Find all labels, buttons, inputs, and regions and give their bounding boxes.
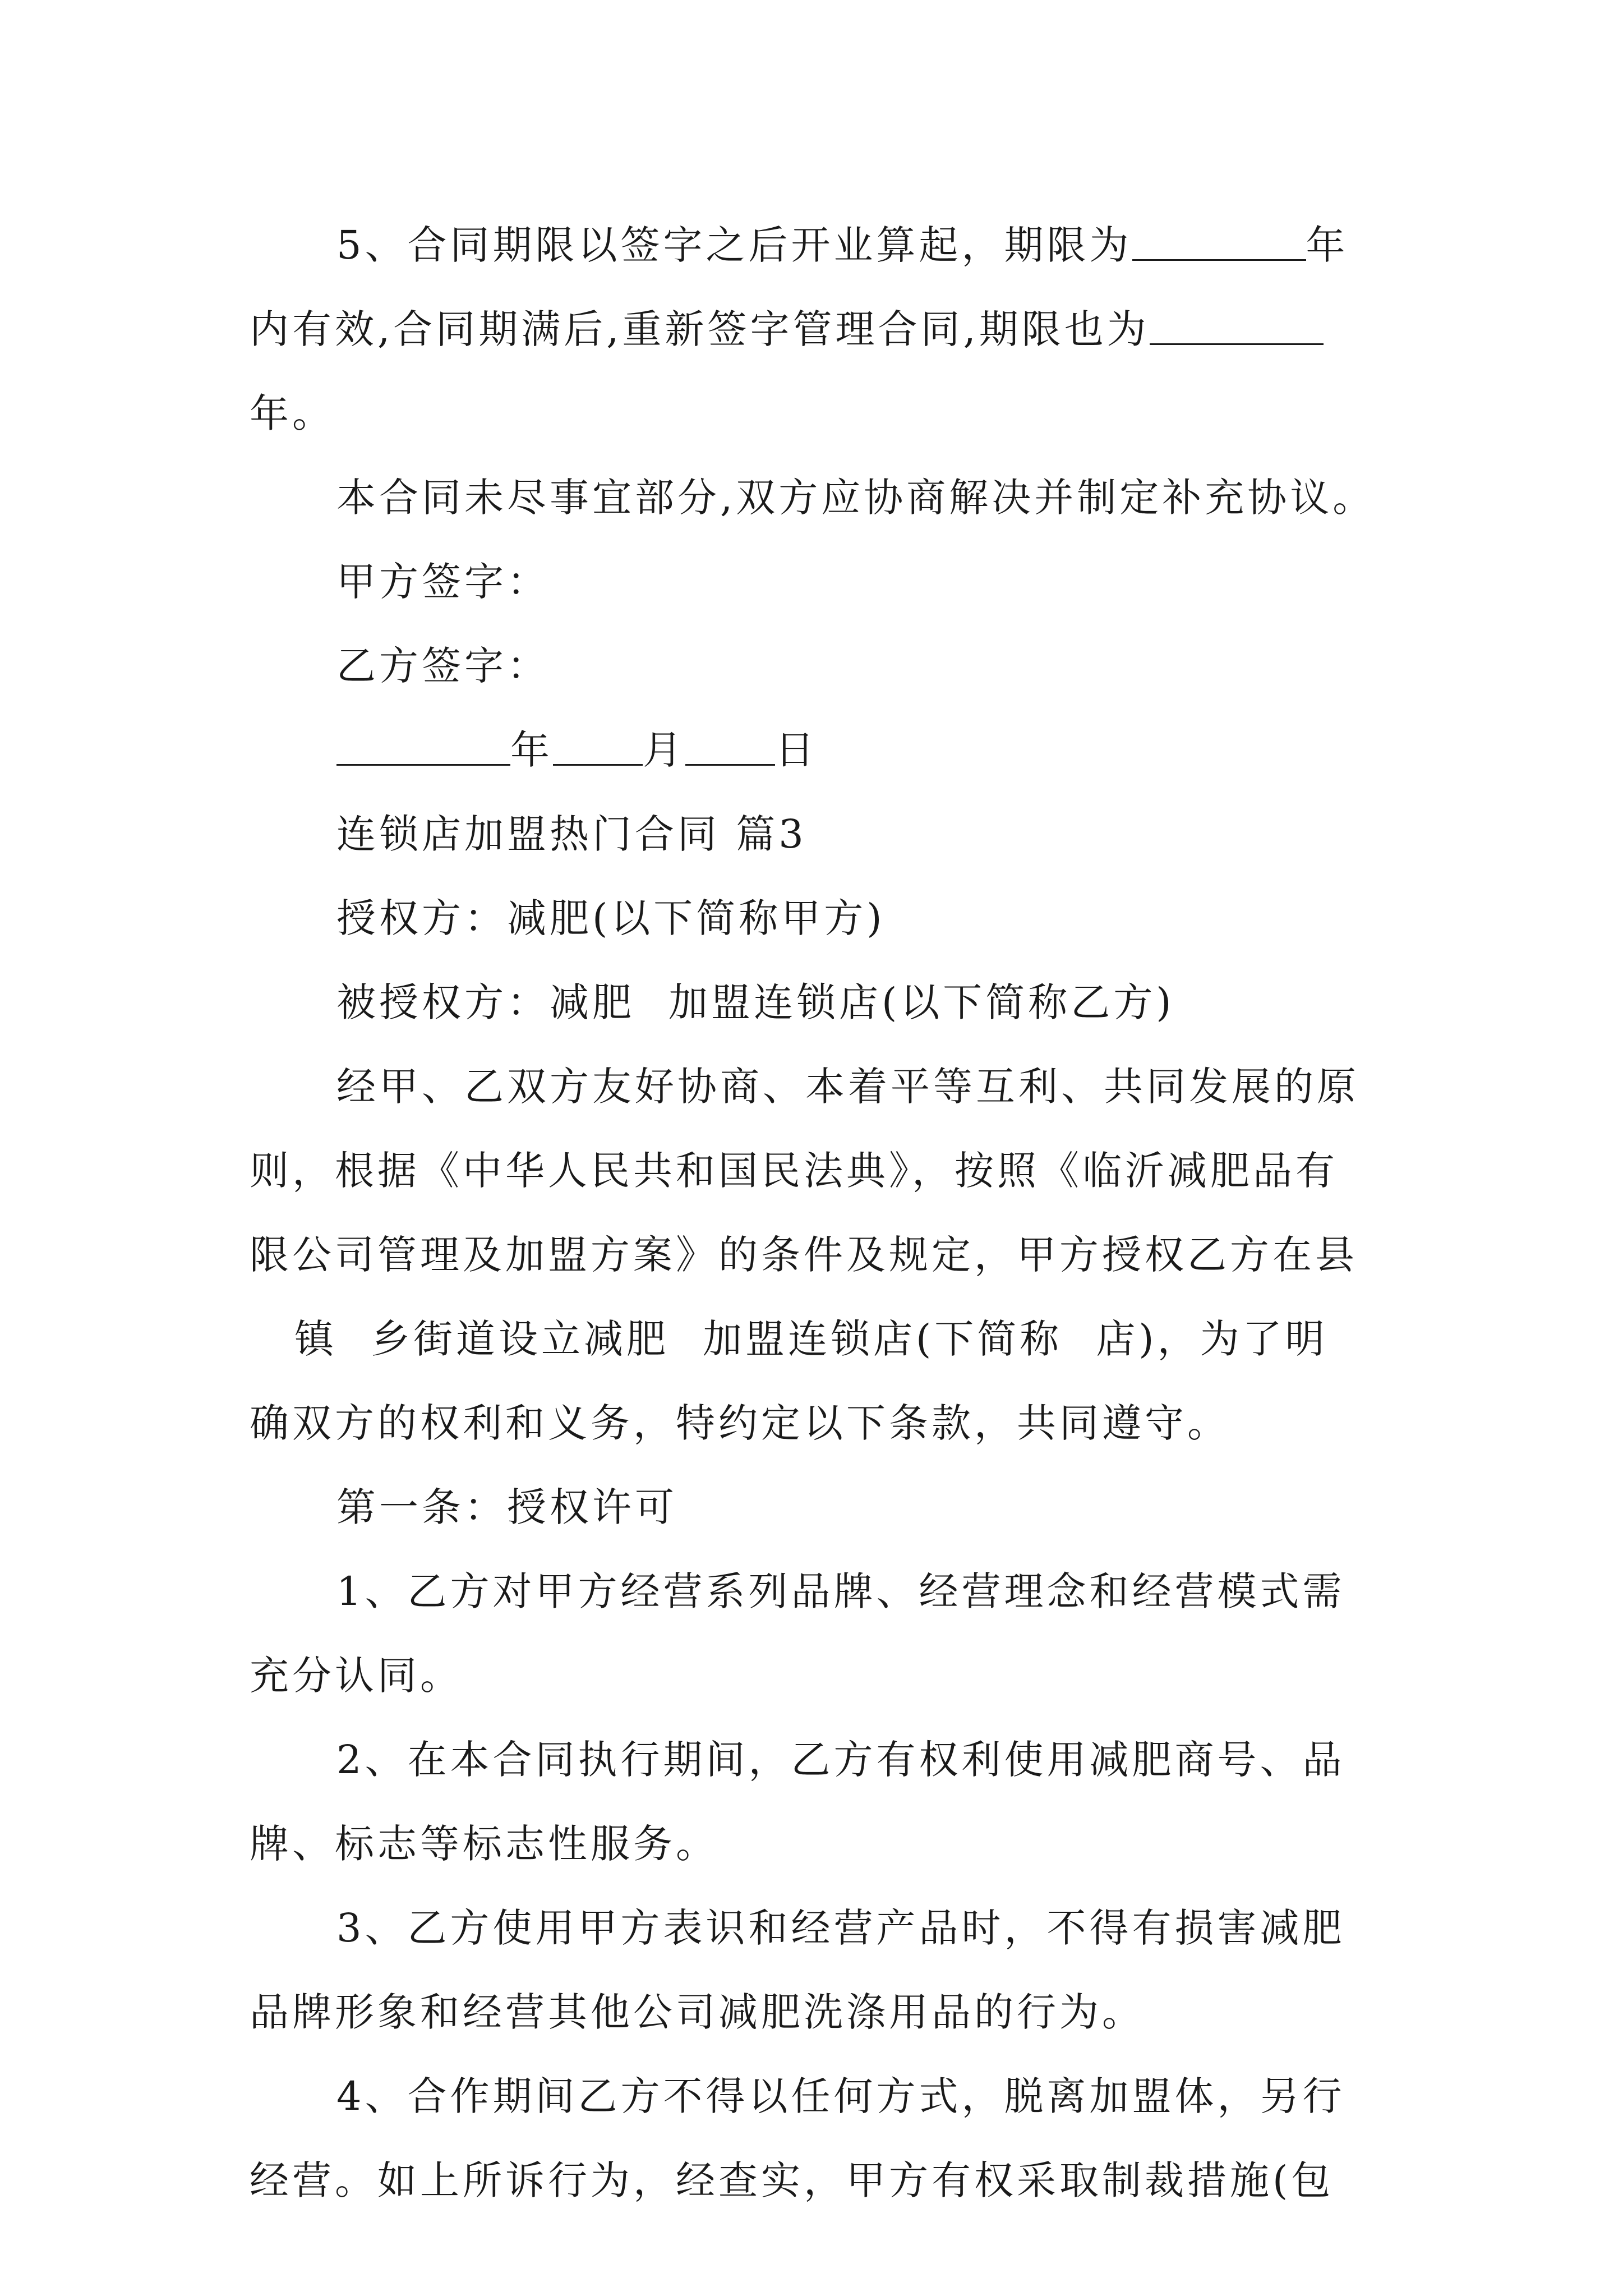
text: 被授权方：减肥 bbox=[336, 979, 635, 1025]
preamble-line-5: 确双方的权利和义务，特约定以下条款，共同遵守。 bbox=[250, 1400, 1230, 1446]
text: 年 bbox=[1306, 222, 1349, 268]
year-blank bbox=[336, 730, 510, 766]
preamble-line-4 bbox=[250, 1297, 1394, 1381]
party-a-signature: 甲方签字： bbox=[336, 559, 550, 605]
day-blank bbox=[685, 730, 775, 766]
blank-field bbox=[1132, 226, 1306, 261]
clause-5-line-3: 年。 bbox=[250, 390, 335, 436]
year-label: 年 bbox=[510, 727, 553, 773]
item-2-line-1: 2、在本合同执行期间，乙方有权利使用减肥商号、品 bbox=[336, 1737, 1345, 1783]
item-3-line-2: 品牌形象和经营其他公司减肥洗涤用品的行为。 bbox=[250, 1989, 1145, 2035]
text: 加盟连锁店(下简称 bbox=[703, 1316, 1063, 1362]
party-b-signature: 乙方签字： bbox=[336, 643, 550, 689]
article-1-heading: 第一条：授权许可 bbox=[336, 1484, 677, 1530]
text: 乡街道设立减肥 bbox=[371, 1316, 669, 1362]
text: 店)，为了明 bbox=[1096, 1316, 1328, 1362]
text: 镇 bbox=[294, 1316, 337, 1362]
item-4-line-2: 经营。如上所诉行为，经查实，甲方有权采取制裁措施(包 bbox=[250, 2157, 1334, 2203]
preamble-line-2: 则，根据《中华人民共和国民法典》，按照《临沂减肥品有 bbox=[250, 1148, 1338, 1194]
licensee-line bbox=[336, 960, 1394, 1045]
text: 加盟连锁店(以下简称乙方) bbox=[668, 979, 1175, 1025]
blank-field bbox=[1150, 310, 1324, 345]
clause-5-line-1 bbox=[336, 203, 1394, 287]
supplement-clause: 本合同未尽事宜部分,双方应协商解决并制定补充协议。 bbox=[336, 475, 1376, 521]
text: 内有效,合同期满后,重新签字管理合同,期限也为 bbox=[250, 306, 1150, 352]
preamble-line-3: 限公司管理及加盟方案》的条件及规定，甲方授权乙方在县 bbox=[250, 1232, 1358, 1278]
day-label: 日 bbox=[775, 727, 818, 773]
text: 5、合同期限以签字之后开业算起，期限为 bbox=[336, 222, 1132, 268]
item-3-line-1: 3、乙方使用甲方表识和经营产品时，不得有损害减肥 bbox=[336, 1905, 1345, 1951]
date-line bbox=[336, 708, 1394, 792]
section-title: 连锁店加盟热门合同 篇3 bbox=[336, 811, 807, 857]
item-1-line-1: 1、乙方对甲方经营系列品牌、经营理念和经营模式需 bbox=[336, 1568, 1345, 1614]
preamble-line-1: 经甲、乙双方友好协商、本着平等互利、共同发展的原 bbox=[336, 1064, 1359, 1110]
month-label: 月 bbox=[643, 727, 685, 773]
month-blank bbox=[553, 730, 643, 766]
licensor-line: 授权方：减肥(以下简称甲方) bbox=[336, 895, 886, 941]
clause-5-line-2 bbox=[250, 287, 1394, 371]
item-1-line-2: 充分认同。 bbox=[250, 1653, 463, 1699]
item-2-line-2: 牌、标志等标志性服务。 bbox=[250, 1821, 718, 1867]
item-4-line-1: 4、合作期间乙方不得以任何方式，脱离加盟体，另行 bbox=[336, 2073, 1345, 2119]
